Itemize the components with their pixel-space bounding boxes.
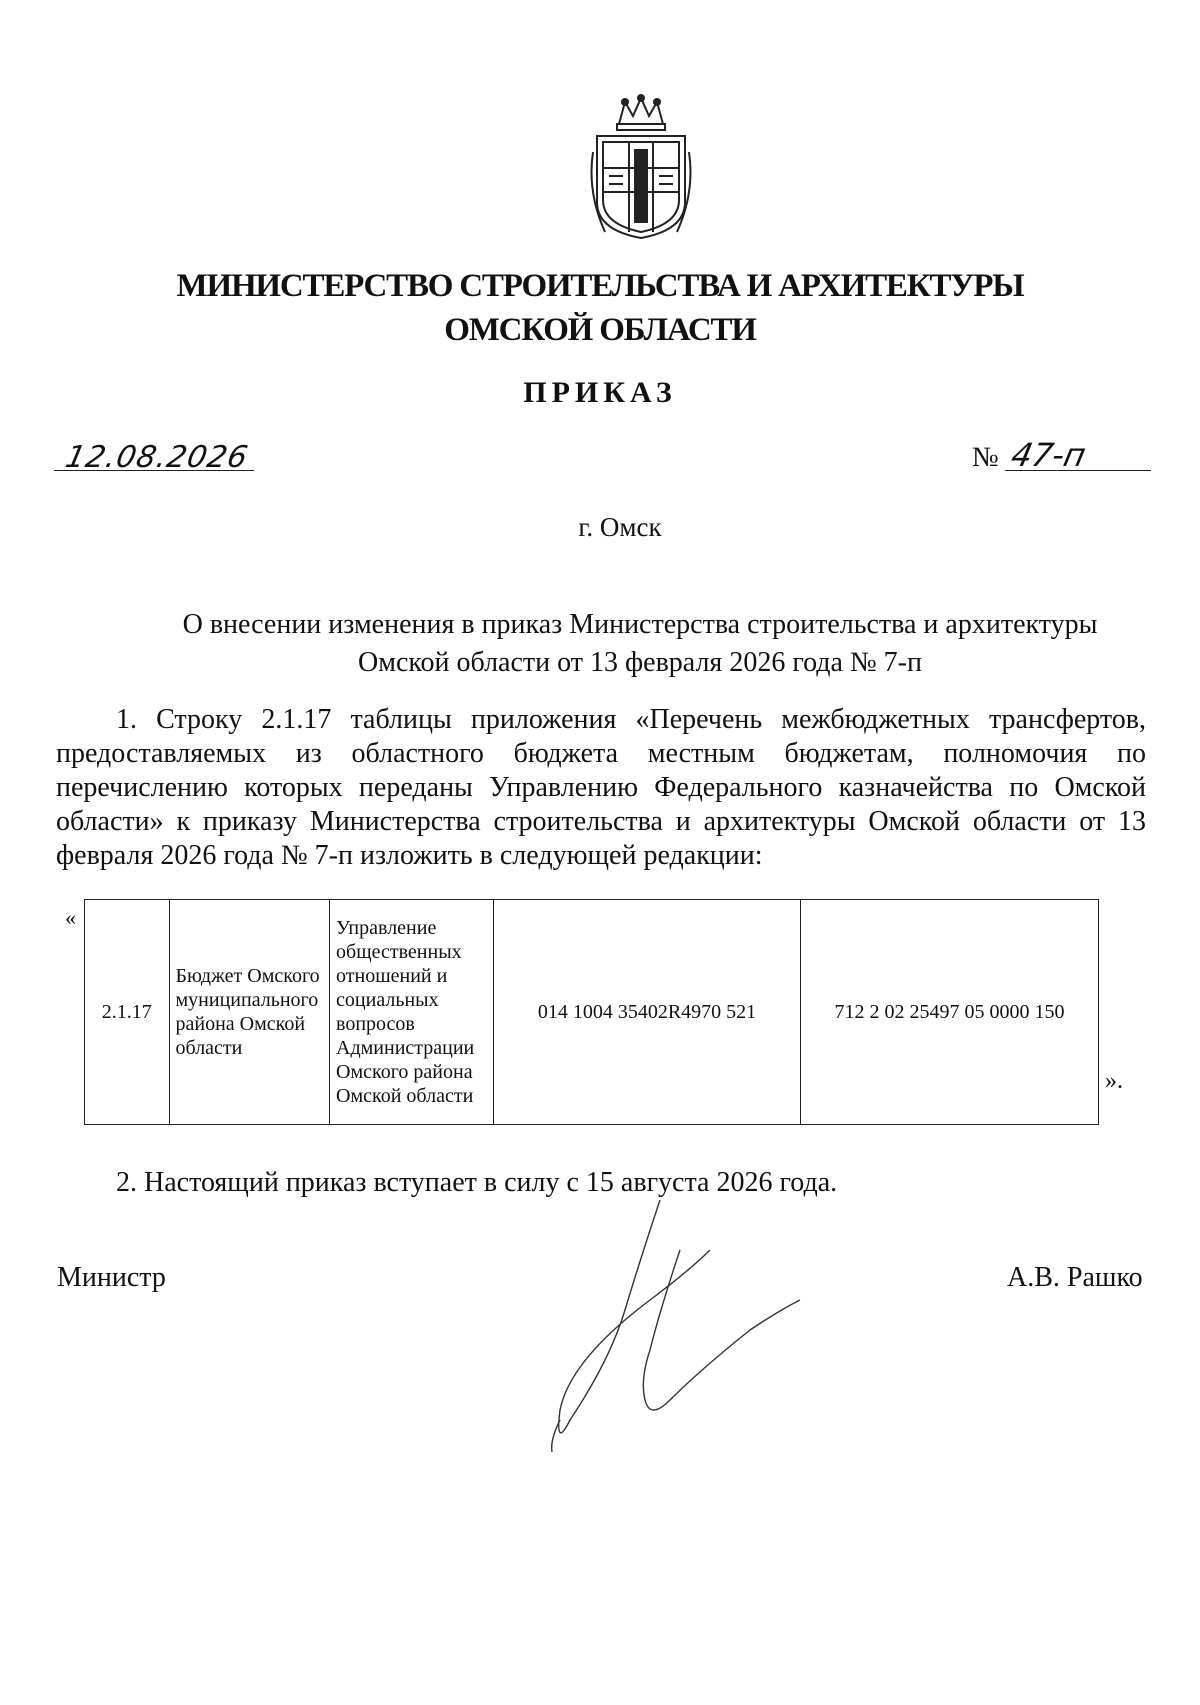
table-row xyxy=(85,900,1099,1125)
amendment-table xyxy=(84,899,1099,1125)
table-quote-open: « xyxy=(65,905,76,930)
document-city: г. Омск xyxy=(578,512,662,542)
signer-position: Министр xyxy=(57,1262,166,1293)
cell-expense-code: 014 1004 35402R4970 521 xyxy=(493,900,800,1125)
subject-line2: Омской области от 13 февраля 2026 года № 7-п xyxy=(358,647,922,678)
document-subject xyxy=(120,606,1160,682)
cell-administrator: Управление общественных отношений и социальных вопросов Администрации Омского района Омской области xyxy=(330,900,494,1125)
coat-of-arms-icon xyxy=(585,92,697,242)
subject-line1: О внесении изменения в приказ Министерства строительства и архитектуры xyxy=(182,609,1098,640)
cell-row-code: 2.1.17 xyxy=(85,900,170,1125)
document-date: 12.08.2026 xyxy=(62,440,252,475)
document-type-title: ПРИКАЗ xyxy=(523,376,677,409)
number-underline xyxy=(1005,470,1151,471)
handwritten-signature-icon xyxy=(530,1190,820,1460)
date-underline xyxy=(54,470,254,471)
paragraph-1: 1. Строку 2.1.17 таблицы приложения «Перечень межбюджетных трансфертов, предоставляемых из областного бюджета местным бюджетам, полномочия по перечислению которых переданы Управлению Федерального казначейства по Омской области» к приказу Министерства строительства и архитектуры Омской области от 13 февраля 2026 года № 7-п изложить в следующей редакции: xyxy=(56,704,1146,871)
number-label: № xyxy=(972,442,999,473)
cell-budget: Бюджет Омского муниципального района Омской области xyxy=(169,900,330,1125)
table-quote-close: ». xyxy=(1105,1068,1123,1094)
document-number: 47-п xyxy=(1007,436,1090,474)
organization-name-line1: МИНИСТЕРСТВО СТРОИТЕЛЬСТВА И АРХИТЕКТУРЫ xyxy=(176,268,1024,304)
organization-name-line2: ОМСКОЙ ОБЛАСТИ xyxy=(444,312,756,348)
paragraph-2: 2. Настоящий приказ вступает в силу с 15 августа 2026 года. xyxy=(116,1167,838,1198)
cell-revenue-code: 712 2 02 25497 05 0000 150 xyxy=(801,900,1099,1125)
signer-name: А.В. Рашко xyxy=(1007,1262,1143,1293)
